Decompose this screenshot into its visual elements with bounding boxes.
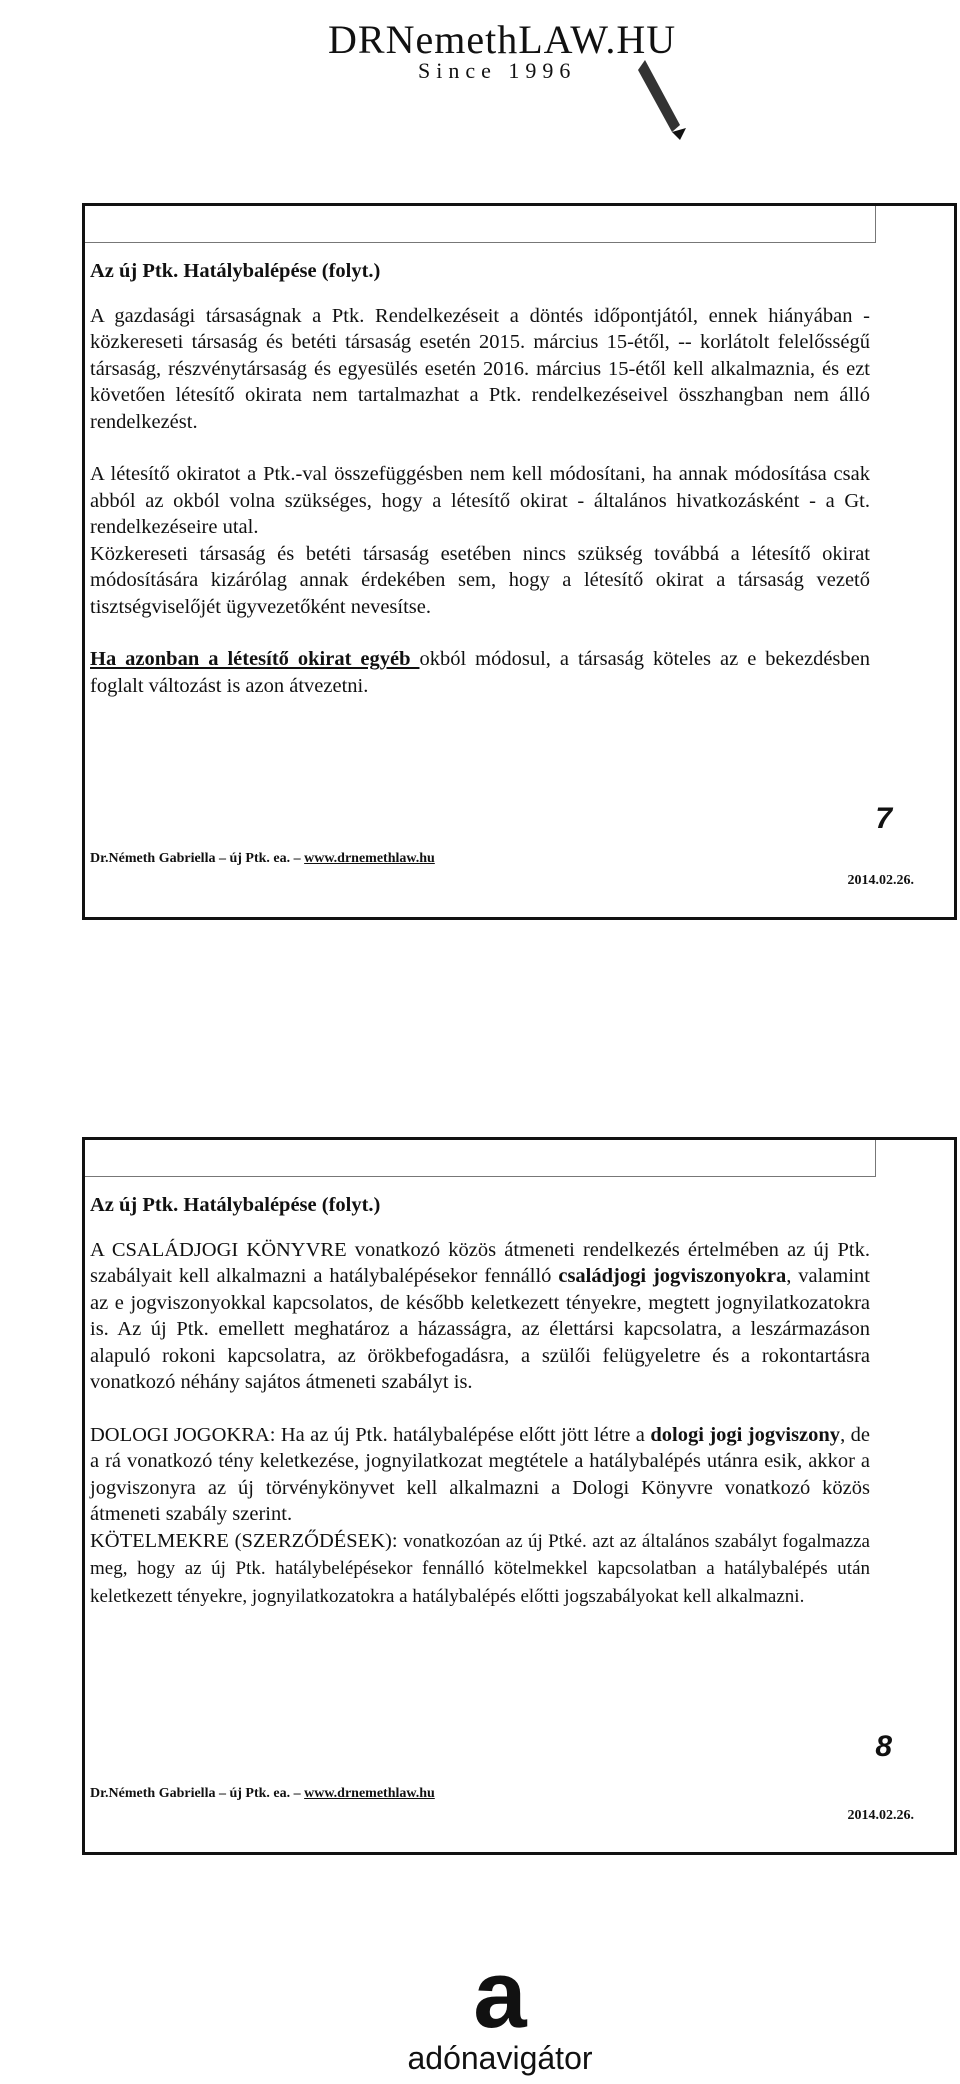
text: KÖTELMEKRE (SZERZŐDÉSEK): — [90, 1529, 404, 1552]
slide-footer — [90, 851, 435, 867]
footer-link[interactable]: www.drnemethlaw.hu — [304, 1786, 435, 1801]
footer-link[interactable]: www.drnemethlaw.hu — [304, 851, 435, 866]
logo-tagline: Since 1996 — [418, 58, 577, 83]
slide-title: Az új Ptk. Hatálybalépése (folyt.) — [90, 260, 381, 282]
text: , valamint az e jogviszonyokkal kapcsolatos, de később keletkezett tényekre, megtett jognyilatkozatokra is. Az új Ptk. emellett meghatároz a házasságra, az élettársi kapcsolatra, a leszármazáson alapuló rokoni kapcsolatra, az örökbefogadásra, a szülői felügyeletre és a rokontartásra vonatkozó néhány sajátos átmeneti szabályt is. — [90, 1265, 870, 1393]
text: , de a rá vonatkozó tény keletkezése, jognyilatkozat megtétele a hatálybalépés utánra esik, akkor a jogviszonyra az új törvénykönyvet kell alkalmazni a Dologi Könyvre vonatkozó közös átmeneti szabály szerint. — [90, 1423, 870, 1525]
slide-date: 2014.02.26. — [847, 873, 914, 888]
slide-title: Az új Ptk. Hatálybalépése (folyt.) — [90, 1194, 381, 1216]
page-number: 8 — [875, 1730, 892, 1763]
adonavigator-wordmark: adónavigátor — [407, 2040, 593, 2076]
paragraph — [90, 1528, 870, 1611]
slide-content — [90, 258, 870, 699]
slide-7 — [82, 203, 957, 920]
emphasis: dologi jogi jogviszony — [650, 1423, 841, 1446]
paragraph: Közkereseti társaság és betéti társaság esetében nincs szükség továbbá a létesítő okirat módosítására kizárólag annak érdekében sem, hogy a létesítő okirat a társaság vezető tisztségviselőjét ügyvezetőként nevesítse. — [90, 542, 870, 618]
drnemethlaw-logo — [300, 0, 720, 140]
slide-content — [90, 1192, 870, 1610]
paragraph — [90, 1237, 870, 1396]
slide-header-bar — [85, 206, 876, 243]
logo-wordmark: DRNemethLAW.HU — [328, 17, 677, 62]
slide-header-bar — [85, 1140, 876, 1177]
footer-author: Dr.Németh Gabriella – új Ptk. ea. – — [90, 851, 305, 866]
slide-8 — [82, 1137, 957, 1855]
text: DOLOGI JOGOKRA: Ha az új Ptk. hatálybalépése előtt jött létre a — [90, 1423, 651, 1446]
paragraph: A gazdasági társaságnak a Ptk. Rendelkezéseit a döntés időpontjától, ennek hiányában -közkereseti társaság és betéti társaság esetén 2015. március 15-étől, -- korlátolt felelősségű társaság, részvénytársaság és egyesülés esetén 2016. március 15-étől kell alkalmaznia, és ezt követően létesítő okirata nem tartalmazhat a Ptk. rendelkezéseivel összhangban nem álló rendelkezést. — [90, 304, 870, 433]
slide-date: 2014.02.26. — [847, 1808, 914, 1823]
paragraph: A létesítő okiratot a Ptk.-val összefüggésben nem kell módosítani, ha annak módosítása csak abból az okból volna szükséges, hogy a létesítő okirat - általános hivatkozásként - a Gt. rendelkezéseire utal. — [90, 463, 870, 538]
paragraph-rest: okból módosul, a társaság köteles az e bekezdésben foglalt változást is azon átvezetni. — [90, 648, 870, 697]
text: A CSALÁDJOGI KÖNYVRE vonatkozó közös átmeneti rendelkezés értelmében az új Ptk. szabályait kell alkalmazni a hatálybalépésekor fennálló — [90, 1238, 870, 1287]
page-number: 7 — [875, 802, 892, 835]
paragraph — [90, 646, 870, 699]
paragraph — [90, 1422, 870, 1528]
emphasis: családjogi jogviszonyokra — [558, 1265, 787, 1287]
adonavigator-logo — [400, 1941, 600, 2084]
slide-footer — [90, 1786, 435, 1802]
adonavigator-mark-icon: a — [473, 1941, 527, 2048]
emphasis: Ha azonban a létesítő okirat egyéb — [90, 648, 420, 670]
text-small: vonatkozóan az új Ptké. azt az általános szabályt fogalmazza meg, hogy az új Ptk. hatálybelépésekor fennálló kötelmekkel kapcsolatban a hatálybalépés után keletkezett tényekre, jognyilatkozatokra a hatálybalépés előtti jogszabályokat kell alkalmazni. — [90, 1530, 870, 1607]
footer-author: Dr.Németh Gabriella – új Ptk. ea. – — [90, 1786, 305, 1801]
